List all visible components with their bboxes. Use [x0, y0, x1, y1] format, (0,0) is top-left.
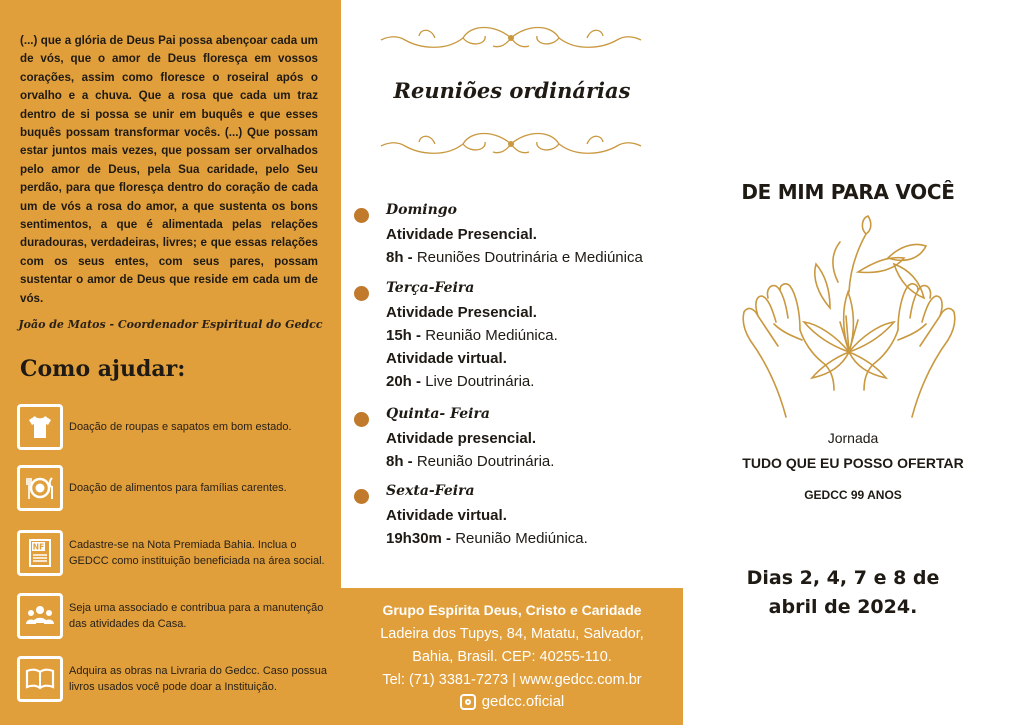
meetings-title: Reuniões ordinárias: [393, 78, 631, 103]
food-plate-icon: [17, 465, 63, 511]
help-item-clothes: [17, 404, 337, 452]
bullet-dot: [354, 286, 369, 301]
help-item-food: [17, 465, 337, 513]
bullet-dot: [354, 489, 369, 504]
anniversary-label: GEDCC 99 ANOS: [804, 488, 902, 502]
bullet-dot: [354, 208, 369, 223]
dates-line-2: abril de 2024.: [768, 596, 918, 618]
day-name: Quinta- Feira: [386, 406, 490, 422]
event-dates: [683, 564, 1003, 622]
journey-title: TUDO QUE EU POSSO OFERTAR: [742, 455, 964, 471]
day-name: Sexta-Feira: [386, 483, 475, 499]
contact-line[interactable]: Tel: (71) 3381-7273 | www.gedcc.com.br: [382, 672, 642, 688]
help-item-text: Doação de alimentos para famílias carentes.: [69, 482, 287, 494]
contact-footer: [341, 588, 683, 725]
nf-label: NF: [32, 542, 45, 552]
address-line-2: Bahia, Brasil. CEP: 40255-110.: [412, 649, 612, 665]
journey-label: Jornada: [827, 430, 879, 446]
schedule-line: 8h - Reuniões Doutrinária e Mediúnica: [386, 249, 643, 266]
schedule-line: Atividade Presencial.: [386, 304, 537, 321]
help-item-library: [17, 656, 337, 704]
schedule-line: Atividade presencial.: [386, 430, 537, 447]
cover-title: DE MIM PARA VOCÊ: [741, 180, 955, 204]
schedule-line: 19h30m - Reunião Mediúnica.: [386, 530, 588, 547]
quote-text: (...) que a glória de Deus Pai possa abençoar cada um de vós, que o amor de Deus floresça em vossos corações, assim como floresce o roseiral após o orvalho e a chuva. Que a rosa que cada um traz dentro de si possa se unir em buquês e que esses buquês possam transformar vocês. (...) Que possam estar juntos mais vezes, que possam ser orvalhados pelo amor de Deus, pela Sua caridade, pelo Seu perdão, para que floresça dentro do coração de cada um de vós a rosa do amor, a que sustenta os bons sentimentos, a que é alimentada pelas relações duradouras, verdadeiras, livres; e que essas relações com os seus entes, com seus pares, possam sustentar o amor de Deus que reside em cada um de vós.: [20, 34, 318, 305]
invoice-nf-icon: [17, 530, 63, 576]
hands-lily-icon: [738, 212, 960, 434]
day-name: Terça-Feira: [386, 280, 475, 296]
book-icon: [17, 656, 63, 702]
org-name: Grupo Espírita Deus, Cristo e Caridade: [382, 602, 642, 618]
schedule-line: 15h - Reunião Mediúnica.: [386, 327, 558, 344]
help-title: Como ajudar:: [20, 356, 186, 382]
help-item-nota-premiada: [17, 530, 337, 578]
people-group-icon: [17, 593, 63, 639]
help-item-text: Adquira as obras na Livraria do Gedcc. Caso possua livros usados você pode doar a Instituição.: [69, 665, 328, 693]
bullet-dot: [354, 412, 369, 427]
left-panel: [0, 0, 341, 725]
help-item-text: Doação de roupas e sapatos em bom estado.: [69, 421, 292, 433]
dates-line-1: Dias 2, 4, 7 e 8 de: [746, 567, 940, 589]
schedule-line: Atividade virtual.: [386, 350, 507, 367]
help-item-text: Cadastre-se na Nota Premiada Bahia. Inclua o GEDCC como instituição beneficiada na área social.: [69, 539, 325, 567]
help-item-text: Seja uma associado e contribua para a manutenção das atividades da Casa.: [69, 602, 324, 630]
address-line-1: Ladeira dos Tupys, 84, Matatu, Salvador,: [380, 626, 644, 642]
ornament-bottom-icon: [375, 124, 647, 164]
instagram-link[interactable]: [341, 693, 683, 710]
quote-author: João de Matos - Coordenador Espiritual do Gedcc: [18, 318, 323, 331]
day-name: Domingo: [386, 202, 457, 218]
schedule-line: Atividade virtual.: [386, 507, 507, 524]
schedule-line: 8h - Reunião Doutrinária.: [386, 453, 555, 470]
help-item-associate: [17, 593, 337, 641]
schedule-line: 20h - Live Doutrinária.: [386, 373, 535, 390]
instagram-icon: [460, 694, 476, 710]
schedule-line: Atividade Presencial.: [386, 226, 537, 243]
tshirt-icon: [17, 404, 63, 450]
instagram-handle: gedcc.oficial: [481, 693, 565, 710]
ornament-top-icon: [375, 18, 647, 58]
